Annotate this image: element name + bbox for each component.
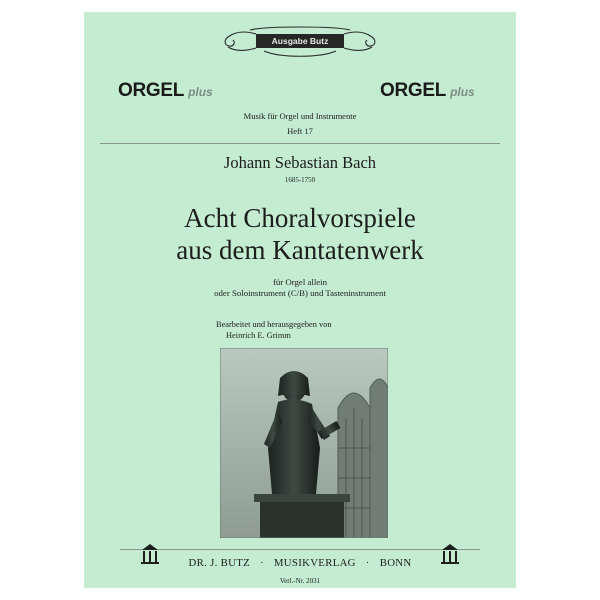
editor-credit <box>216 319 332 341</box>
series-logo-word: ORGEL <box>118 80 185 101</box>
composer-name: Johann Sebastian Bach <box>223 153 377 172</box>
work-title <box>84 202 516 266</box>
volume-number: Heft 17 <box>287 126 313 136</box>
bach-statue-image <box>220 348 388 538</box>
score-cover <box>84 12 516 588</box>
publisher-label: MUSIKVERLAG <box>273 557 356 569</box>
series-logo-left <box>118 80 213 102</box>
series-logo-suffix: plus <box>450 85 475 99</box>
instrumentation <box>84 277 516 299</box>
publisher-name: DR. J. BUTZ <box>188 557 250 569</box>
publisher-ornament <box>220 25 380 61</box>
publisher-city: BONN <box>379 557 412 569</box>
footer-divider <box>120 549 480 550</box>
work-title-line-1: Acht Choralvorspiele <box>184 203 416 233</box>
series-logo-word: ORGEL <box>380 80 447 101</box>
editor-credit-line-1: Bearbeitet und herausgegeben von <box>216 320 332 329</box>
series-name: Musik für Orgel und Instrumente <box>243 111 357 121</box>
composer-dates: 1685-1750 <box>284 176 316 184</box>
series-logo-right <box>380 80 475 102</box>
publisher-badge: Ausgabe Butz <box>256 34 344 48</box>
instrumentation-line-1: für Orgel allein <box>272 277 328 287</box>
instrumentation-line-2: oder Soloinstrument (C/B) und Tasteninstrument <box>214 288 386 298</box>
header-divider <box>100 143 500 144</box>
editor-name: Heinrich E. Grimm <box>226 331 291 340</box>
catalog-number: Verl.-Nr. 2031 <box>279 577 321 585</box>
publisher-imprint: DR. J. BUTZ · MUSIKVERLAG · BONN <box>188 557 412 569</box>
work-title-line-2: aus dem Kantatenwerk <box>176 235 424 265</box>
series-logo-suffix: plus <box>188 85 213 99</box>
